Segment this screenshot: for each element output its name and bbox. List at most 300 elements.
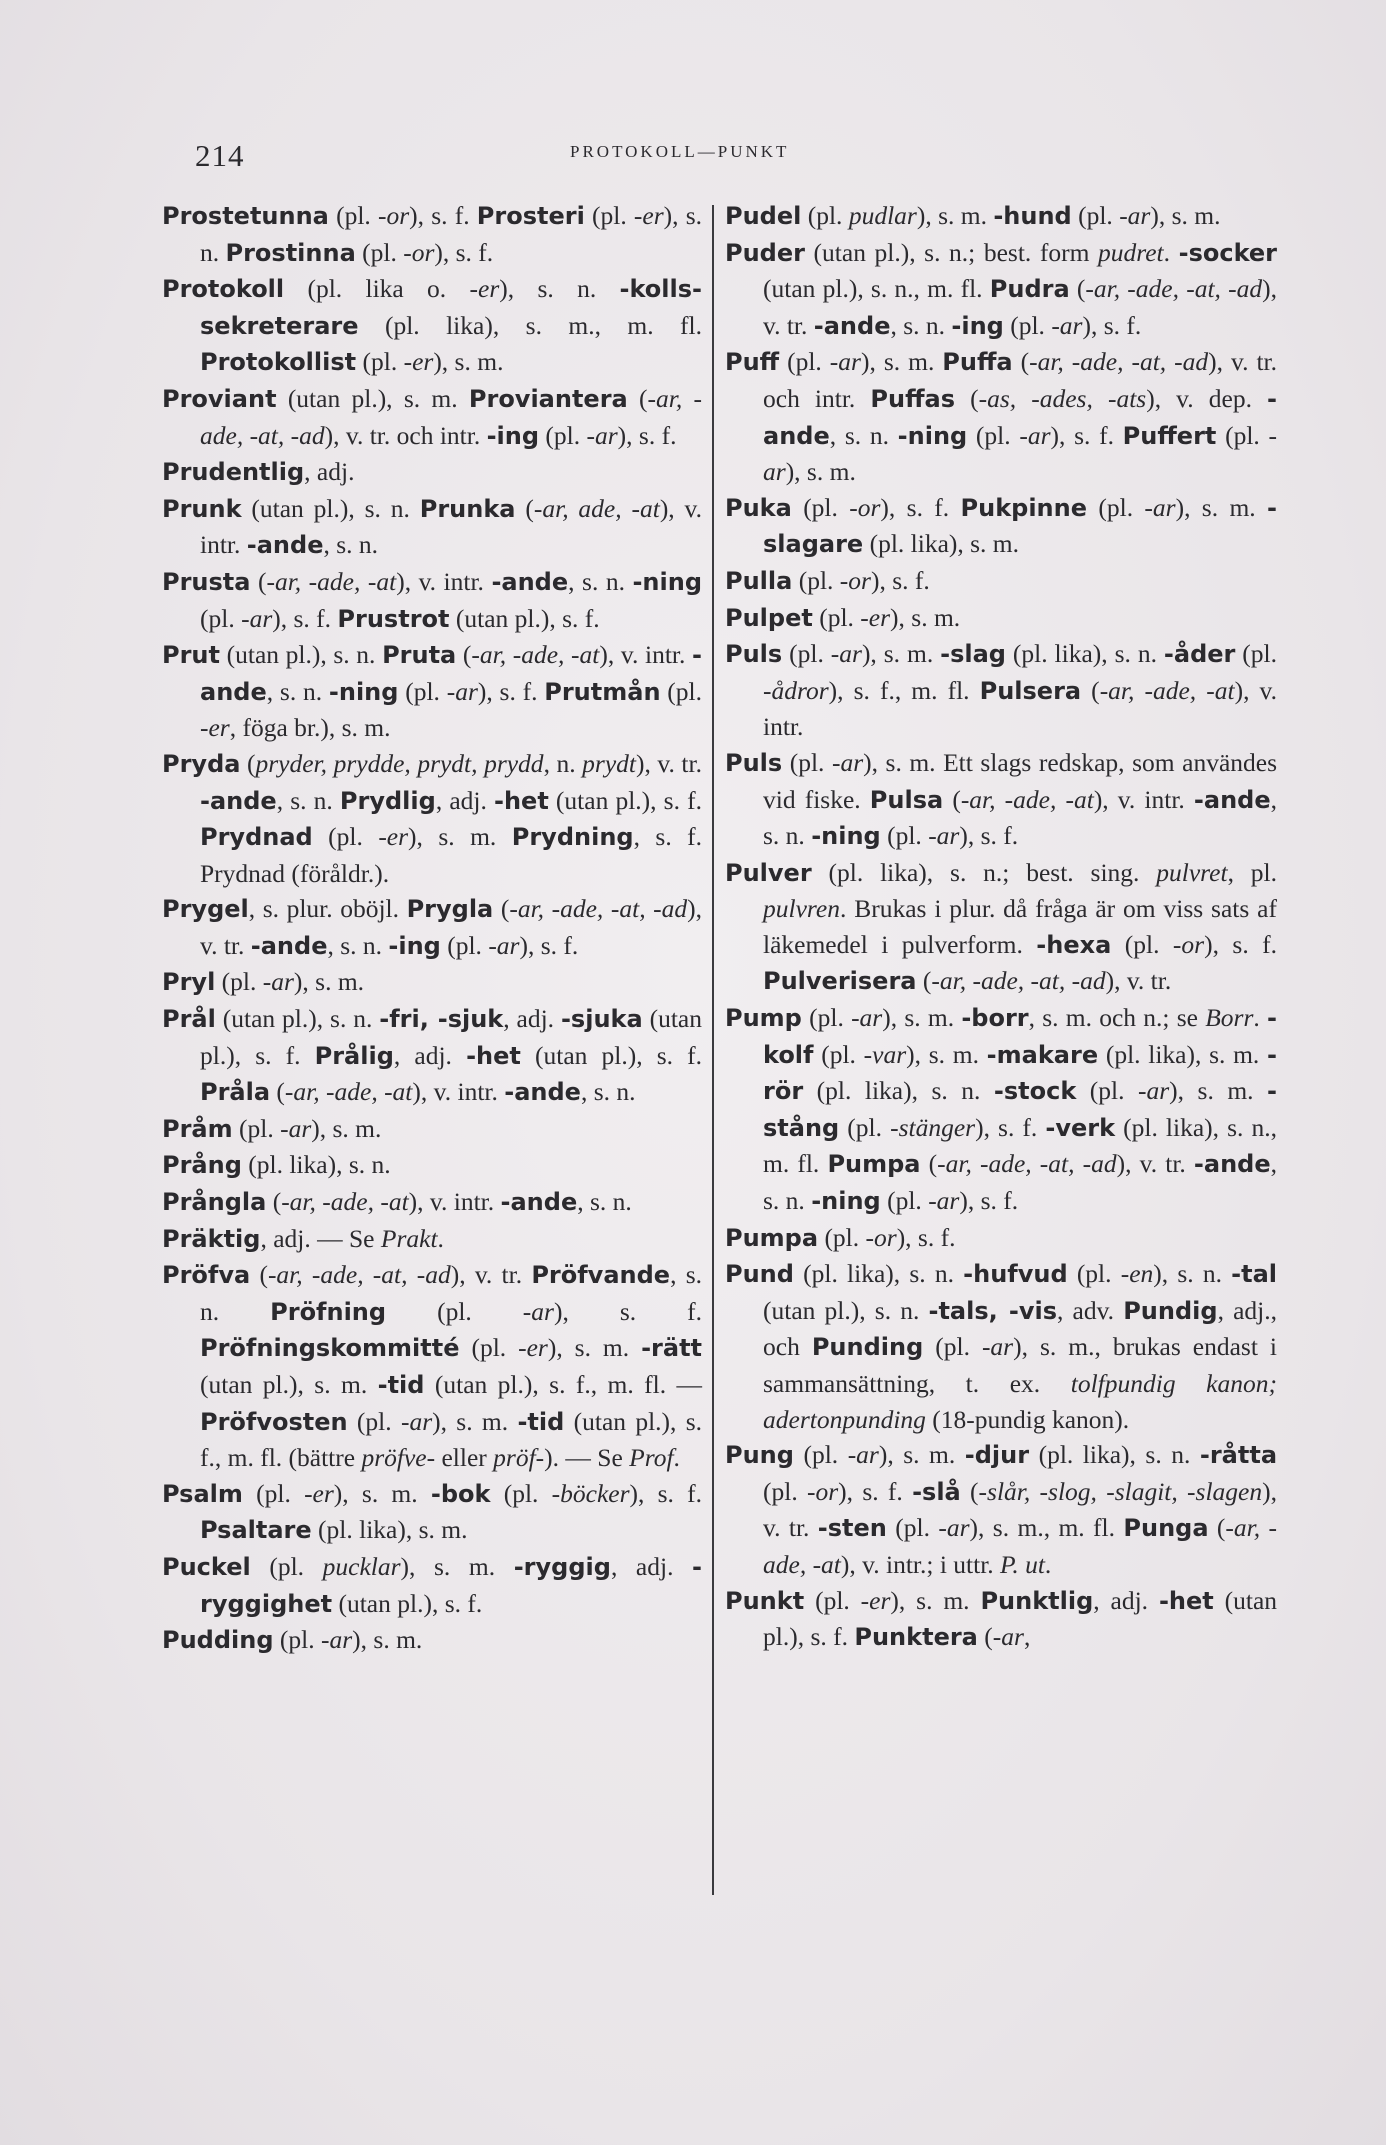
dictionary-entry [725,745,1277,855]
headword: Prydlig [339,786,436,815]
entry-text: (pl. [273,1625,321,1655]
headword: -het [1158,1586,1214,1615]
entry-text: , s. n. [829,420,898,450]
headword: -rätt [641,1334,703,1363]
entry-text: , adj. — Se [260,1223,381,1253]
entry-text: (pl. [880,1186,929,1216]
entry-text: ), s. m. [1175,492,1268,522]
headword: Puder [725,238,805,267]
entry-text: ), s. f. [617,420,677,450]
entry-text: , adj. [435,785,494,815]
inflection: -stänger [890,1112,976,1142]
entry-text: (pl. [312,822,379,852]
inflection: -er [304,1478,334,1508]
headword: Prut [162,641,220,670]
entry-text: , adj. [393,1040,467,1070]
entry-text: ), v. intr. [412,1077,505,1107]
page-number: 214 [195,138,245,173]
headword: Pröfvosten [200,1407,348,1436]
inflection: -ar, -ade, -at [763,1513,1278,1579]
inflection: -er [378,822,409,852]
headword: -tals, -vis [928,1296,1057,1325]
inflection: -ar, -ade, -at [960,784,1094,814]
headword: -ryggig [513,1552,611,1581]
headword: Pump [725,1004,802,1033]
dictionary-entry [725,636,1277,745]
entry-text: (utan pl.), s. f. [548,785,702,815]
entry-text: ), s. f. [553,1296,703,1326]
entry-text: (pl. lika o. [284,274,470,304]
headword: Prostetunna [162,202,329,230]
inflection: -ar, -ade, -at, -ad [937,1149,1117,1179]
inflection: Prof [629,1443,674,1473]
headword: Proviant [162,384,277,413]
entry-text: (pl. [200,603,242,633]
entry-text: (pl. [398,676,447,706]
headword: Pudding [162,1626,274,1655]
entry-text: ), v. intr. [763,675,1277,742]
entry-text: ( [1069,274,1086,304]
entry-text: ), s. m. [785,457,856,487]
entry-text: (pl. [440,930,489,960]
headword: -hexa [1036,930,1112,959]
inflection: -ar, -ade, -at, -ad [200,383,702,450]
headword: -fri, -sjuk [379,1005,504,1034]
entry-text: ( [240,748,256,778]
inflection: -or [377,201,410,230]
inflection: -or [865,1222,897,1252]
entry-text: (pl. [801,201,849,230]
dictionary-entry [162,1184,702,1221]
inflection: pryder, prydde, prydt, prydd [255,748,544,778]
headword: -ande [246,531,324,560]
inflection: -ar [851,1003,883,1033]
left-column [162,198,702,1659]
inflection: -en [1120,1259,1154,1289]
entry-text: (pl. [242,1478,305,1508]
headword: -råtta [1199,1441,1278,1470]
headword: -ande [200,641,702,706]
entry-text: , s. n. [763,784,1277,851]
inflection: pröfve- [361,1443,436,1473]
inflection: -ådror [763,675,829,705]
entry-text: ), s. m. [890,1585,981,1615]
inflection: pudlar [848,201,917,230]
entry-text: (pl. lika), s. n. [793,1259,964,1289]
headword: -ning [897,421,968,450]
headword: Prål [162,1005,216,1034]
entry-text: (pl. lika), s. m. [863,529,1020,559]
entry-text: ), s. f. [896,1222,956,1252]
inflection: -ar, -ade, -at, -ad [1029,347,1209,377]
inflection: pröf- [493,1443,545,1473]
entry-text: , adj. [503,1004,561,1034]
inflection: -ar [830,639,862,669]
headword: -kolls-sekreterare [200,275,702,340]
headword: -ande [813,311,891,340]
inflection: -slår, -slog, -slagit, -slagen [978,1476,1263,1506]
entry-text: eller [435,1443,494,1473]
entry-text: (pl. [782,639,831,669]
inflection: -er [633,201,664,230]
dictionary-entry [725,490,1277,563]
inflection: -ar [241,603,273,633]
entry-text: (pl. [347,1406,401,1436]
headword: -ning [328,677,399,706]
entry-text: ( [456,640,472,670]
entry-text: ), s. m. [882,1003,962,1033]
entry-text: ), s. n. [1153,1259,1232,1289]
entry-text: , s. n. [276,785,340,815]
inflection: -ar, -ade, -at, -ad [267,1260,451,1290]
entry-text: (utan pl.), s. n., m. fl. [763,274,990,304]
entry-text: ), s. f. [1082,310,1142,340]
inflection: pulvren [763,894,840,924]
inflection: prydt [582,748,636,778]
entry-text: ), s. m. [311,1113,382,1143]
headword: -tid [517,1407,565,1436]
headword: -ande [500,1188,578,1217]
headword: Prustrot [337,604,450,633]
inflection: -er [518,1333,548,1363]
headword: Pryl [162,968,216,997]
entry-text: ), v. tr. [1116,1149,1194,1179]
headword: Punktera [854,1623,978,1652]
entry-text: (pl. [804,1585,861,1615]
headword: Pråla [200,1078,271,1107]
entry-text: (utan pl.), s. n. [763,1295,929,1325]
entry-text: ), s. m. [400,1551,514,1581]
entry-text: ), s. m., m. fl. [969,1513,1124,1543]
entry-text: , föga br.), s. m. [229,713,391,743]
entry-text: . [1044,1549,1052,1579]
headword: -hund [993,202,1072,230]
entry-text: , s. n. [580,1077,636,1107]
inflection: -böcker [551,1478,630,1508]
headword: -ande [200,786,277,815]
inflection: -ar [938,1513,970,1543]
entry-text: (utan pl.), s. n. [241,493,420,523]
headword: Prudentlig [162,458,305,487]
dictionary-entry [162,1549,702,1622]
headword: Puff [725,348,780,377]
column-divider [712,205,714,1895]
headword: Punkt [725,1586,805,1615]
inflection: -ar [1119,201,1151,230]
headword: Protokollist [200,348,357,377]
entry-text: , s. n. [568,566,633,596]
headword: -ing [486,421,540,450]
inflection: -ar, -ade, -at, -ad [509,894,688,924]
entry-text: (pl. [1076,1076,1138,1106]
entry-text: ), s. m. [916,201,994,230]
entry-text: ), v. tr. [763,274,1278,340]
entry-text: (pl. [356,347,404,377]
headword: -ande [1193,785,1271,814]
inflection: pudret [1098,237,1164,267]
dictionary-entry [725,600,1277,637]
entry-text: ), s. m. [433,347,504,377]
headword: Prygel [162,895,249,924]
right-column [725,198,1277,1656]
entry-text: (pl. [793,1440,848,1470]
entry-text: ), s. n. [499,274,620,304]
headword: Pryda [162,749,241,778]
dictionary-entry [162,491,702,564]
entry-text: (pl. [791,492,850,522]
headword: -borr [961,1004,1029,1033]
inflection: -ar [586,420,618,450]
entry-text: (18-pundig kanon). [925,1404,1130,1434]
entry-text: ( [266,1187,282,1217]
entry-text: , adj., och [763,1295,1278,1362]
headword: Pulverisera [763,967,917,996]
entry-text: . [673,1443,680,1473]
headword: -ande [1193,1150,1271,1179]
headword: Prålig [314,1041,394,1070]
entry-text: (pl. [812,602,861,632]
entry-text: ( [1208,1513,1226,1543]
dictionary-entry [162,381,702,454]
entry-text: ), s. m. [547,1333,642,1363]
dictionary-entry [162,198,702,271]
inflection: -ar [522,1296,554,1326]
inflection: -ar, -ade, -at [281,1187,409,1217]
headword: Pulla [725,566,793,595]
entry-text: (utan pl.), s. f., m. fl. (bättre [200,1406,703,1473]
entry-text: ), s. f. [959,821,1019,851]
entry-text: (pl. lika), s. n. [1029,1440,1200,1470]
dictionary-entry [162,964,702,1001]
entry-text: ( [250,566,267,596]
headword: Pumpa [827,1150,921,1179]
headword: -sjuka [560,1005,643,1034]
dictionary-entry [162,1257,702,1476]
headword: -socker [1178,238,1277,267]
headword: Puffa [942,348,1013,377]
entry-text: (pl. [250,1551,323,1581]
entry-text: ), s. f. [838,1476,913,1506]
inflection: -er [860,602,891,632]
entry-text: , s. n. [200,1260,702,1326]
running-head: PROTOKOLL—PUNKT [570,142,790,161]
entry-text: ), s. m. [293,967,365,997]
headword: -ing [951,311,1004,340]
headword: -rör [763,1040,1278,1106]
entry-text: , s. n. [327,930,389,960]
entry-text: ( [960,1476,979,1506]
inflection: -ar [928,821,960,851]
dictionary-entry [725,1256,1277,1437]
entry-text: ), s. m. [860,347,943,377]
entry-text: ), s. f. [975,1112,1046,1142]
entry-text: , s. n. [763,1149,1277,1216]
headword: Pung [725,1441,794,1470]
dictionary-entry [162,1147,702,1184]
inflection: pulvret [1156,857,1228,887]
entry-text: , adj. [610,1551,693,1581]
entry-text: . [437,1223,444,1253]
entry-text: ), s. m. [861,639,941,669]
headword: Punding [811,1333,924,1362]
dictionary-entry [162,1476,702,1549]
dictionary-entry [162,1001,702,1111]
headword: -ning [811,1187,881,1216]
inflection: -ar, -ade, -at [284,1077,413,1107]
inflection: -or [403,237,435,267]
entry-text: ), s. m. [1150,201,1221,230]
inflection: Prakt [380,1223,438,1253]
headword: Prång [162,1151,242,1180]
dictionary-entry [162,1622,702,1659]
entry-text: ), v. dep. [1146,383,1268,413]
headword: Pröfning [270,1297,387,1326]
entry-text: ), s. m. [333,1478,431,1508]
entry-text: (pl. [660,676,703,706]
headword: -stock [993,1077,1077,1106]
headword: Pruta [382,641,457,670]
inflection: -var [863,1039,907,1069]
entry-text: ( [627,383,648,413]
headword: -ande [763,384,1278,450]
entry-text: , s. plur. oböjl. [248,894,407,924]
inflection: -er [469,274,500,304]
entry-text: (pl. [328,201,378,230]
headword: Pund [725,1260,794,1289]
entry-text: ), v. tr. [450,1260,532,1290]
headword: Puls [725,640,783,669]
entry-text: (pl. lika), s. n. [241,1150,391,1180]
entry-text: (pl. [1071,201,1120,230]
inflection: -ar, ade, -at [533,493,660,523]
entry-text: (pl. [1235,639,1277,669]
headword: Puffas [870,384,956,413]
inflection: tolfpundig kanon; adertonpunding [763,1369,1277,1434]
headword: -slag [940,640,1006,669]
entry-text: ), s. f. [409,201,477,230]
dictionary-entry [725,344,1277,489]
headword: -bok [430,1479,491,1508]
headword: -ande [491,567,569,596]
inflection: -er [200,713,230,743]
inflection: -ar [1019,420,1051,450]
entry-text: ( [250,1260,268,1290]
entry-text: , s. m. och n.; se [1028,1003,1206,1033]
entry-text: ), s. f. [959,1186,1019,1216]
entry-text: ( [270,1077,285,1107]
entry-text: (pl. [1003,310,1052,340]
entry-text: , [1023,1622,1031,1652]
headword: -het [466,1041,521,1070]
entry-text: (pl. [839,1112,891,1142]
inflection: -ar [981,1332,1014,1362]
headword: Pulver [725,858,812,887]
dictionary-entry [725,855,1277,1000]
inflection: -ar, -ade, -at, -ad [931,966,1106,996]
entry-text: , s. n. [323,530,379,560]
headword: -slagare [763,493,1277,559]
entry-text: ), s. m. [906,1039,987,1069]
headword: Prydning [511,823,634,852]
entry-text: (utan pl.), s. f. [449,603,600,633]
headword: Psaltare [200,1516,312,1545]
headword: -ning [811,822,881,851]
entry-text: (pl. [232,1113,281,1143]
headword: -tid [377,1371,425,1399]
headword: Pröfva [162,1261,251,1290]
entry-text: (pl. lika), s. m. [311,1515,468,1545]
headword: Punktlig [980,1586,1094,1615]
entry-text: ), s. f. [477,676,545,706]
entry-text: ), v. intr.; i uttr. [840,1549,1001,1579]
entry-text: ), v. intr. [396,566,492,596]
inflection: -or [1172,929,1205,959]
entry-text: (pl. [886,1513,939,1543]
inflection: -ar, -ade, -at [266,566,397,596]
inflection: -ar, -ade, -at, -ad [1085,274,1263,304]
entry-text: ), v. intr. [200,493,703,560]
inflection: -or [839,565,871,595]
headword: -ande [250,931,328,960]
entry-text: (utan pl.), s. f. [332,1588,483,1618]
headword: -kolf [763,1004,1278,1069]
entry-text: (utan pl.), s. f. [520,1040,703,1070]
headword: Pundig [1123,1296,1218,1325]
headword: Pulpet [725,603,813,632]
entry-text: (pl. [880,821,929,851]
entry-text: (pl. lika), s. n. [803,1076,994,1106]
headword: -stång [763,1077,1278,1142]
headword: Psalm [162,1479,243,1508]
entry-text: ), s. m., brukas endast i sammansättning, t. ex. [763,1332,1278,1398]
headword: -tal [1231,1260,1278,1289]
entry-text: (pl. [782,747,832,777]
entry-text: (utan pl.), s. n. [219,640,383,670]
entry-text: , n. [543,748,583,778]
entry-text: ), s. m. [878,1440,965,1470]
entry-text: (pl. [779,347,830,377]
headword: Prusta [162,567,251,596]
headword: Pulsera [979,676,1082,705]
entry-text: (pl. [459,1333,519,1363]
entry-text: (pl. [1067,1259,1121,1289]
dictionary-entry [162,454,702,491]
dictionary-entry [725,1220,1277,1257]
headword: Pudel [725,202,802,230]
inflection: -ar [280,1113,312,1143]
entry-text: (utan pl.), s. m. [276,383,469,413]
entry-text: ), v. intr. [408,1187,501,1217]
inflection: -or [807,1476,839,1506]
entry-text: ( [515,493,534,523]
inflection: -ar [1051,310,1083,340]
entry-text: (pl. lika), s. m. [1098,1039,1268,1069]
entry-text: ), s. m. [408,822,512,852]
entry-text: (utan pl.), s. f., m. fl. — [424,1370,702,1399]
headword: -het [494,786,549,815]
entry-text: (pl. [967,420,1020,450]
inflection: -ar [446,676,478,706]
entry-text: (pl. lika), s. n.; best. sing. [811,857,1157,887]
headword: -djur [964,1441,1030,1470]
dictionary-entry [725,198,1277,235]
entry-text: ( [920,1149,938,1179]
inflection: -ar [1144,492,1176,522]
inflection: -ar [262,967,294,997]
entry-text: , s. f. Prydnad (föråldr.). [200,822,703,888]
dictionary-entry [725,1000,1277,1220]
inflection: -as, -ades, -ats [978,383,1147,413]
